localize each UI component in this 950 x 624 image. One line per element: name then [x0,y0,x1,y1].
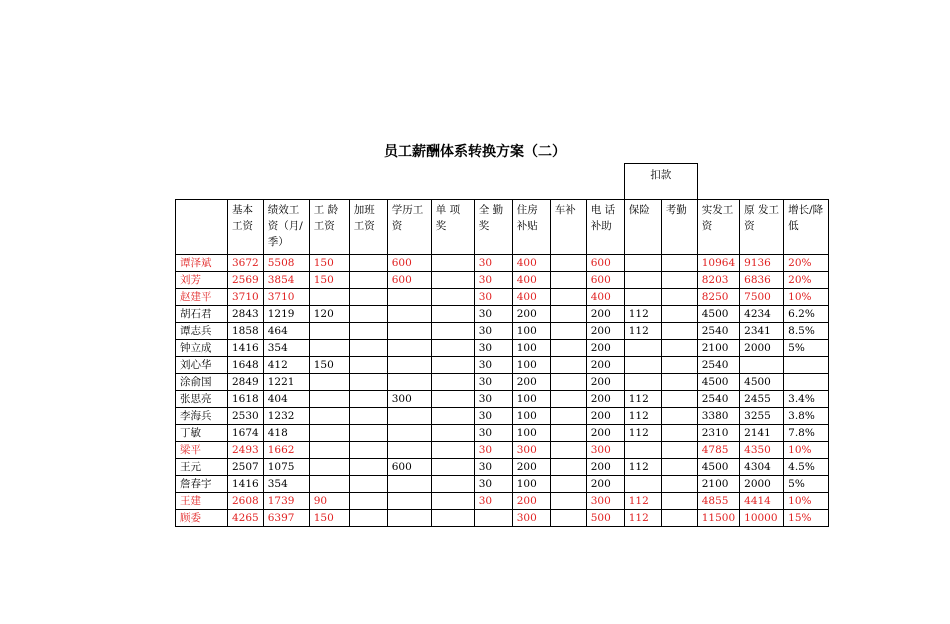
table-cell: 3.8% [784,408,829,425]
table-cell: 1674 [228,425,264,442]
table-cell: 600 [387,459,431,476]
table-cell [349,255,387,272]
employee-name-cell: 钟立成 [176,340,228,357]
employee-name-cell: 詹春宇 [176,476,228,493]
table-cell [309,340,349,357]
table-cell: 100 [512,357,550,374]
table-cell: 9136 [740,255,784,272]
table-cell: 100 [512,323,550,340]
table-cell: 112 [624,391,661,408]
table-cell: 6.2% [784,306,829,323]
table-cell [387,476,431,493]
table-cell: 10% [784,442,829,459]
table-cell [387,408,431,425]
table-cell [550,255,586,272]
column-header [176,200,228,255]
table-cell: 354 [263,476,309,493]
table-cell [309,323,349,340]
table-cell [624,357,661,374]
column-header: 绩效工资（月/季） [263,200,309,255]
table-cell: 7500 [740,289,784,306]
table-row [176,510,829,527]
table-cell [309,391,349,408]
table-cell [349,408,387,425]
table-cell: 1618 [228,391,264,408]
table-cell: 1739 [263,493,309,510]
table-cell [661,340,697,357]
table-cell [431,289,474,306]
table-cell [550,459,586,476]
table-row [176,323,829,340]
employee-name-cell: 李海兵 [176,408,228,425]
table-cell: 200 [512,493,550,510]
column-header: 工 龄工资 [309,200,349,255]
table-cell [661,425,697,442]
employee-name-cell: 梁平 [176,442,228,459]
employee-name-cell: 赵建平 [176,289,228,306]
table-cell [431,510,474,527]
table-cell: 30 [474,442,512,459]
deduction-header-row [176,164,829,200]
table-cell: 4785 [697,442,739,459]
table-cell: 1662 [263,442,309,459]
table-cell [387,374,431,391]
table-cell: 1648 [228,357,264,374]
column-header: 考勤 [661,200,697,255]
table-cell: 3380 [697,408,739,425]
table-cell [661,289,697,306]
table-cell [349,306,387,323]
table-cell [550,374,586,391]
table-cell [550,272,586,289]
table-cell [784,374,829,391]
table-cell [624,442,661,459]
table-cell [349,510,387,527]
table-cell: 30 [474,408,512,425]
table-cell: 30 [474,255,512,272]
table-cell [349,289,387,306]
table-cell [431,272,474,289]
table-cell: 200 [586,425,624,442]
table-cell: 11500 [697,510,739,527]
table-cell: 4.5% [784,459,829,476]
table-cell: 112 [624,425,661,442]
table-row [176,391,829,408]
table-cell: 6397 [263,510,309,527]
table-cell: 30 [474,476,512,493]
table-cell [431,459,474,476]
table-cell: 10000 [740,510,784,527]
table-cell [387,510,431,527]
table-cell [661,306,697,323]
table-cell [387,289,431,306]
table-cell: 30 [474,425,512,442]
column-header: 增长/降低 [784,200,829,255]
table-cell [624,476,661,493]
table-cell [431,391,474,408]
table-cell [550,408,586,425]
table-cell [661,408,697,425]
table-cell: 600 [586,255,624,272]
table-cell [387,306,431,323]
table-cell: 600 [586,272,624,289]
table-cell: 400 [586,289,624,306]
table-cell: 200 [586,374,624,391]
table-cell: 3255 [740,408,784,425]
column-header: 电 话补助 [586,200,624,255]
employee-name-cell: 王元 [176,459,228,476]
table-cell [349,459,387,476]
table-cell: 2569 [228,272,264,289]
table-cell [349,476,387,493]
table-cell: 150 [309,255,349,272]
table-cell: 404 [263,391,309,408]
table-cell: 2530 [228,408,264,425]
table-cell [309,289,349,306]
table-cell: 15% [784,510,829,527]
table-cell: 4265 [228,510,264,527]
table-cell: 30 [474,391,512,408]
table-cell [349,374,387,391]
table-cell: 112 [624,493,661,510]
table-cell: 30 [474,374,512,391]
table-cell [784,357,829,374]
table-cell [661,255,697,272]
table-row [176,493,829,510]
table-cell: 4500 [697,374,739,391]
table-row [176,425,829,442]
table-cell: 200 [586,391,624,408]
table-cell: 3854 [263,272,309,289]
table-cell: 2540 [697,357,739,374]
table-cell [661,391,697,408]
table-cell: 2310 [697,425,739,442]
table-cell: 300 [586,442,624,459]
table-cell [550,357,586,374]
table-row [176,357,829,374]
table-cell: 30 [474,493,512,510]
table-cell [387,442,431,459]
table-cell: 112 [624,323,661,340]
table-cell: 2540 [697,391,739,408]
table-cell: 4234 [740,306,784,323]
table-cell [387,493,431,510]
table-cell: 200 [512,459,550,476]
table-cell [309,425,349,442]
column-header: 全 勤奖 [474,200,512,255]
table-cell: 6836 [740,272,784,289]
table-cell: 10% [784,493,829,510]
table-cell: 30 [474,289,512,306]
table-cell: 30 [474,357,512,374]
table-cell: 1416 [228,476,264,493]
table-cell [624,374,661,391]
table-cell [550,510,586,527]
column-header: 单 项奖 [431,200,474,255]
table-cell: 2141 [740,425,784,442]
table-cell: 112 [624,510,661,527]
table-cell [431,493,474,510]
salary-table [175,163,829,527]
table-row [176,340,829,357]
table-cell: 500 [586,510,624,527]
table-cell: 200 [512,306,550,323]
table-cell: 150 [309,272,349,289]
table-cell [661,357,697,374]
table-cell: 464 [263,323,309,340]
table-cell [550,476,586,493]
table-cell: 200 [586,357,624,374]
table-cell: 354 [263,340,309,357]
table-cell [309,476,349,493]
table-cell [431,306,474,323]
table-cell [661,476,697,493]
table-cell: 300 [512,510,550,527]
table-cell: 30 [474,272,512,289]
table-cell [387,340,431,357]
table-cell [661,459,697,476]
table-cell [309,442,349,459]
table-cell: 600 [387,272,431,289]
table-cell: 1416 [228,340,264,357]
table-cell [349,442,387,459]
table-cell: 3710 [228,289,264,306]
table-cell: 4414 [740,493,784,510]
table-cell: 2540 [697,323,739,340]
table-cell [624,255,661,272]
table-row [176,255,829,272]
table-cell: 90 [309,493,349,510]
employee-name-cell: 谭志兵 [176,323,228,340]
table-cell [387,357,431,374]
table-cell: 2507 [228,459,264,476]
table-cell: 4350 [740,442,784,459]
table-cell: 30 [474,323,512,340]
table-cell [550,289,586,306]
table-cell: 3.4% [784,391,829,408]
table-cell: 4500 [697,306,739,323]
employee-name-cell: 王建 [176,493,228,510]
table-cell: 1219 [263,306,309,323]
table-cell: 200 [586,323,624,340]
table-cell: 30 [474,340,512,357]
table-row [176,306,829,323]
table-cell [661,272,697,289]
table-cell [349,272,387,289]
table-cell [349,357,387,374]
table-cell [550,493,586,510]
column-header: 实发工资 [697,200,739,255]
column-header: 原 发工资 [740,200,784,255]
table-cell [431,442,474,459]
table-cell [431,340,474,357]
table-cell: 300 [512,442,550,459]
table-row [176,374,829,391]
employee-name-cell: 刘心华 [176,357,228,374]
table-cell [624,340,661,357]
table-cell [309,459,349,476]
table-cell [550,391,586,408]
table-cell: 2000 [740,476,784,493]
table-cell: 10% [784,289,829,306]
table-cell: 100 [512,476,550,493]
table-cell [431,408,474,425]
table-cell: 150 [309,510,349,527]
table-cell [740,357,784,374]
table-cell: 2493 [228,442,264,459]
employee-name-cell: 顾委 [176,510,228,527]
table-cell [349,323,387,340]
table-cell: 8203 [697,272,739,289]
table-cell [661,493,697,510]
table-cell [349,425,387,442]
table-cell: 400 [512,255,550,272]
table-cell: 1221 [263,374,309,391]
table-cell: 2100 [697,340,739,357]
table-cell: 2608 [228,493,264,510]
page-title: 员工薪酬体系转换方案（二） [384,144,566,160]
table-cell [661,442,697,459]
column-header: 加班工资 [349,200,387,255]
employee-name-cell: 丁敏 [176,425,228,442]
table-cell: 300 [586,493,624,510]
table-cell: 2100 [697,476,739,493]
table-cell [550,323,586,340]
table-cell: 10964 [697,255,739,272]
table-cell [550,442,586,459]
table-cell: 200 [512,374,550,391]
table-cell: 400 [512,289,550,306]
table-cell [387,425,431,442]
column-header: 基本工资 [228,200,264,255]
table-cell: 112 [624,408,661,425]
table-cell [431,476,474,493]
table-cell: 100 [512,391,550,408]
table-cell: 30 [474,306,512,323]
table-row [176,272,829,289]
table-cell [624,289,661,306]
table-cell: 2000 [740,340,784,357]
table-cell: 1232 [263,408,309,425]
table-cell: 7.8% [784,425,829,442]
table-cell: 8.5% [784,323,829,340]
table-cell: 20% [784,272,829,289]
table-cell [349,493,387,510]
table-row [176,289,829,306]
table-cell: 5% [784,340,829,357]
table-cell: 30 [474,459,512,476]
employee-name-cell: 谭泽斌 [176,255,228,272]
table-cell: 112 [624,306,661,323]
table-cell: 5508 [263,255,309,272]
table-cell: 200 [586,408,624,425]
table-cell: 5% [784,476,829,493]
table-cell: 8250 [697,289,739,306]
table-cell [661,510,697,527]
table-cell: 300 [387,391,431,408]
table-cell [624,272,661,289]
table-cell: 2455 [740,391,784,408]
table-cell [431,323,474,340]
table-cell: 100 [512,408,550,425]
deduction-group-header: 扣款 [624,164,697,200]
table-cell: 4304 [740,459,784,476]
table-cell [431,255,474,272]
table-cell: 4500 [697,459,739,476]
table-cell: 200 [586,459,624,476]
table-cell: 200 [586,476,624,493]
table-cell: 1858 [228,323,264,340]
table-cell: 20% [784,255,829,272]
table-cell [431,374,474,391]
table-cell [309,408,349,425]
table-row [176,408,829,425]
table-cell [349,391,387,408]
table-cell [349,340,387,357]
table-cell: 4500 [740,374,784,391]
table-cell [387,323,431,340]
table-cell: 100 [512,425,550,442]
table-cell: 418 [263,425,309,442]
table-cell: 2843 [228,306,264,323]
table-cell: 2341 [740,323,784,340]
table-row [176,442,829,459]
table-cell: 200 [586,306,624,323]
table-cell: 3672 [228,255,264,272]
column-header: 保险 [624,200,661,255]
table-cell [550,340,586,357]
table-row [176,476,829,493]
employee-name-cell: 张思亮 [176,391,228,408]
table-cell: 150 [309,357,349,374]
table-cell: 100 [512,340,550,357]
column-header: 住房补贴 [512,200,550,255]
column-header: 学历工资 [387,200,431,255]
employee-name-cell: 刘芳 [176,272,228,289]
table-cell: 4855 [697,493,739,510]
column-header: 车补 [550,200,586,255]
table-row [176,459,829,476]
table-cell [474,510,512,527]
table-cell: 3710 [263,289,309,306]
table-cell: 2849 [228,374,264,391]
table-cell: 112 [624,459,661,476]
table-cell [550,425,586,442]
table-cell [661,323,697,340]
table-cell: 400 [512,272,550,289]
employee-name-cell: 胡石君 [176,306,228,323]
table-cell: 412 [263,357,309,374]
table-cell [431,425,474,442]
table-cell: 600 [387,255,431,272]
table-cell: 1075 [263,459,309,476]
employee-name-cell: 涂俞国 [176,374,228,391]
column-header-row [176,200,829,255]
table-cell [309,374,349,391]
table-cell [431,357,474,374]
table-cell: 120 [309,306,349,323]
table-cell: 200 [586,340,624,357]
table-cell [550,306,586,323]
table-cell [661,374,697,391]
